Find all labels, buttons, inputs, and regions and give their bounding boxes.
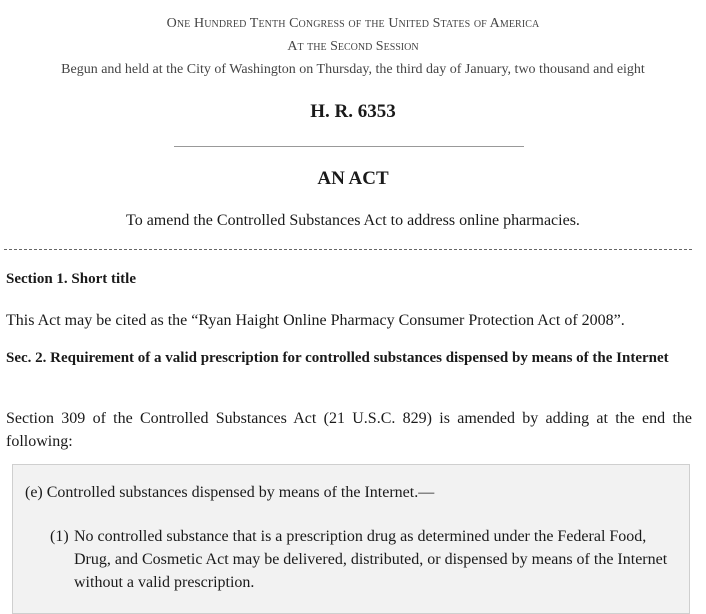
act-purpose: To amend the Controlled Substances Act to address online pharmacies. [126,212,580,229]
section-1-text: This Act may be cited as the “Ryan Haight Online Pharmacy Consumer Protection Act of 2008”. [6,312,625,329]
begun-line: Begun and held at the City of Washington on Thursday, the third day of January, two thousand and eight [61,62,645,77]
dashed-divider [4,249,692,250]
section-2-text: Section 309 of the Controlled Substances Act (21 U.S.C. 829) is amended by adding at the end the following: [6,410,692,450]
congress-line: One Hundred Tenth Congress of the United States of America [166,16,540,31]
act-title: AN ACT [317,168,389,189]
subsection-e: (e) Controlled substances dispensed by means of the Internet.— [25,484,435,501]
title-divider [174,146,524,147]
paragraph-1-number: (1) [50,528,69,545]
paragraph-1 [50,525,670,594]
paragraph-1-text: No controlled substance that is a prescription drug as determined under the Federal Food, Drug, and Cosmetic Act may be delivered, distributed, or dispensed by means of the Internet without a valid prescription. [74,528,668,591]
section-2-heading: Sec. 2. Requirement of a valid prescription for controlled substances dispensed by means of the Internet [6,350,669,366]
section-1-heading: Section 1. Short title [6,271,136,287]
session-line: At the Second Session [287,39,419,54]
bill-number: H. R. 6353 [310,101,396,122]
